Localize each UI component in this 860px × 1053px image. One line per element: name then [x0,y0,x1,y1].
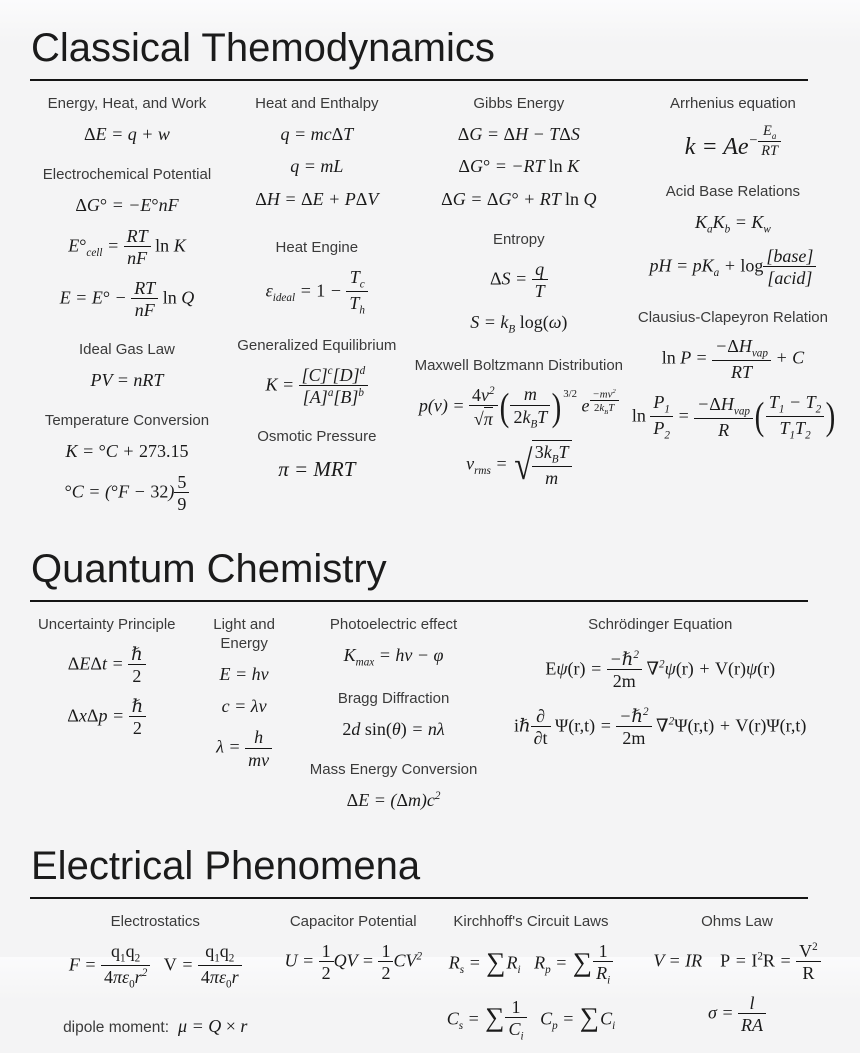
formula-block [309,761,479,812]
column [184,604,305,780]
formula-block [414,357,624,489]
formula-heading: Entropy [492,230,545,248]
formula: ΔE = q + w [84,123,170,144]
columns [30,604,838,822]
formula-block [228,239,406,317]
formula-heading: Heat and Enthalpy [255,95,379,112]
formula-block [34,95,220,146]
formula-heading: Osmotic Pressure [257,427,377,445]
formula-block [228,337,406,408]
formula: $\varepsilon_{ideal} = 1$ − $\frac{T_c}{T_h}$ [228,267,406,318]
formula: K = $\frac{[C]^c[D]^d}{[A]^a[B]^b}$ [228,365,406,408]
formula-block [632,183,834,289]
formula: E = E° − $\frac{RT}{nF}$ ln Q [59,278,195,321]
formula: $C_s$ = ∑ $\frac{1}{C_i}$ $C_p = \sum C_i$ [446,996,616,1043]
formula-heading: Maxwell Boltzmann Distribution [414,356,624,374]
formula: p(v) = $\frac{4v^2}{√\pi}$ ( m $2k_BT$ ) $^{3/2}$ e $-mv^2$ $2k_BT$ [414,384,624,431]
section-title: Quantum Chemistry [31,547,387,592]
formula-block [309,690,479,741]
formula: ln $\frac{P_1}{P_2}$ = $-\Delta H_{vap}$ R ( $\frac{T_1 - T_2}{T_1T_2}$ ) [631,392,836,442]
column [628,83,838,453]
section-rule [30,600,808,602]
column [30,83,224,525]
formula: pH = $pK_a + \log$ [base] [acid] [632,246,834,289]
formula-block [34,913,276,991]
formula: 2d sin(θ) = nλ [342,718,445,739]
formula: ΔS = $\frac{q}{T}$ [414,259,624,302]
formula: q = mL [290,156,344,177]
formula: π = MRT [278,456,356,481]
formula-block [309,616,479,670]
column [410,83,628,499]
formula: ΔxΔp = ℏ 2 [34,696,180,739]
formula-heading: Light and Energy [213,616,275,652]
section-title: Electrical Phenomena [31,844,421,889]
section-rule [30,897,808,899]
formula: iℏ ∂ ∂t Ψ(r,t) = −ℏ$^2$ 2m ∇$^2$Ψ(r,t) + V(r)Ψ(r,t) [513,705,807,748]
formula: σ = $\frac{l}{RA}$ [640,993,834,1036]
formula-block [284,913,421,984]
columns [30,83,838,525]
formula-heading: Arrhenius equation [669,95,796,112]
formula-heading: Acid Base Relations [665,182,801,200]
formula: $R_s = \sum R_i$ $R_p$ = ∑ $\frac{1}{R_i}$ [430,941,632,988]
formula-block [632,95,834,163]
formula-heading: Uncertainty Principle [37,616,176,634]
formula: $\Delta E = (\Delta m)c^2$ [346,789,441,810]
formula: $v_{rms}$ = √ $3k_BT$ m [414,440,624,489]
formula: ΔG° = −RT ln K [458,156,580,177]
formula: ΔEΔt = ℏ 2 [34,644,180,687]
formula-block [34,412,220,515]
formula-block [34,341,220,392]
formula-heading: Clausius-Clapeyron Relation [637,308,828,326]
formula-heading: Schrödinger Equation [588,616,733,634]
formula-heading: Temperature Conversion [44,412,210,430]
formula-block [228,428,406,483]
formula-heading: Kirchhoff's Circuit Laws [453,913,609,931]
formula-heading: Capacitor Potential [289,913,417,931]
column [280,901,425,994]
formula-heading: Electrochemical Potential [42,166,212,184]
formula: λ = $\frac{h}{mv}$ [188,727,301,770]
column [426,901,636,1053]
column [30,604,184,748]
formula: Eψ(r) = −ℏ$^2$ 2m ∇$^2$ψ(r) + V(r)ψ(r) [545,648,776,691]
formula: °C = (°F − 32) $\frac{5}{9}$ [34,472,220,515]
column [30,901,280,1049]
columns [30,901,838,1053]
formula-block [430,913,632,1043]
formula-block [34,166,220,321]
formula-block [632,309,834,443]
formula-heading: Generalized Equilibrium [237,337,397,355]
formula: c = λν [221,695,267,716]
formula: $S = k_B$ log(ω) [470,311,568,336]
formula: ΔG = ΔH − TΔS [457,123,580,144]
formula-heading: Bragg Diffraction [337,689,450,707]
formula-block [188,616,301,770]
formula: K = °C + 273.15 [65,440,189,461]
formula: dipole moment: μ = Q × r [63,1016,248,1037]
formula: $K_{max} = h\nu - \varphi$ [343,644,444,669]
formula: PV = nRT [90,369,164,390]
formula-heading: Mass Energy Conversion [309,761,478,779]
formula: U = $\frac{1}{2}$ QV = $\frac{1}{2}$ $CV^2$ [284,940,423,984]
column [482,604,838,762]
column [636,901,838,1045]
formula: $K_aK_b = K_w$ [695,211,771,236]
formula-block [486,616,834,748]
formula-heading: Photoelectric effect [329,616,458,634]
formula: q = mcΔT [280,123,354,144]
formula-heading: Heat Engine [275,238,359,256]
formula: $E^\circ_{cell}$ = $\frac{RT}{nF}$ ln K [68,226,186,269]
column [305,604,483,822]
formula-block [414,231,624,337]
formula-heading: Ideal Gas Law [79,340,175,358]
section-quantum [30,547,838,822]
column [224,83,410,493]
formula: ΔG = ΔG° + RT ln Q [441,188,597,209]
formula-block [34,1015,276,1038]
formula-heading: Gibbs Energy [473,95,565,112]
section-rule [30,79,808,81]
formula-heading: Energy, Heat, and Work [47,95,207,112]
section-title: Classical Themodynamics [31,26,495,70]
formula-block [228,95,406,211]
formula: ΔG° = −E°nF [75,194,179,215]
formula: F = $\frac{q_1q_2}{4\pi\varepsilon_0r^2}$ V = $\frac{q_1q_2}{4\pi\varepsilon_0r}$ [34,941,276,992]
formula-heading: Electrostatics [110,913,200,931]
formula-heading: Ohms Law [701,913,773,931]
formula: E = hν [219,663,269,684]
formula-block [414,95,624,211]
formula: ln P = $-\Delta H_{vap}$ RT + C [661,336,805,383]
formula: k = Ae− $\frac{E_a}{RT}$ [632,123,834,163]
formula-block [34,616,180,738]
formula: ΔH = ΔE + PΔV [255,188,379,209]
section-classical [30,26,838,525]
formula: V = IR $P = I^2R$ = $\frac{V^2}{R}$ [640,941,834,984]
section-electrical [30,844,838,1053]
formula-block [640,913,834,1035]
